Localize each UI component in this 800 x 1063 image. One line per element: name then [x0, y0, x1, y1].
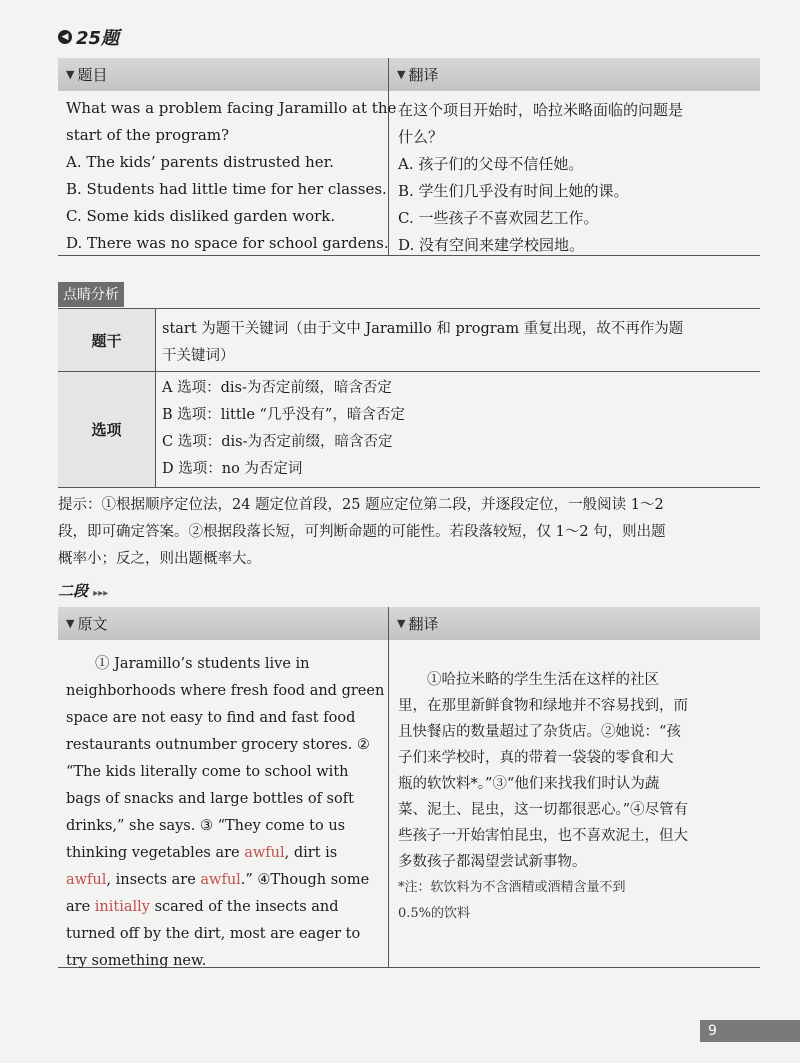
original-text — [66, 651, 385, 975]
original-line-text: .” ④Though some — [240, 872, 370, 888]
tip-line: 概率小；反之，则出题概率大。 — [58, 551, 261, 567]
passage-translation — [398, 667, 753, 927]
highlight-word: awful — [244, 845, 285, 861]
original-line — [66, 948, 378, 975]
stem-note-line: start 为题干关键词（由于文中 Jaramillo 和 program 重复出现，故不再作为题 — [162, 321, 684, 337]
highlight-word: awful — [200, 872, 241, 888]
option-b: B. Students had little time for her classes. — [66, 180, 387, 198]
original-line — [66, 732, 378, 759]
page-number: 9 — [700, 1020, 800, 1042]
original-line-text: drinks,” she says. ③ “They come to us — [66, 818, 346, 834]
translation-line: 里，在那里新鲜食物和绿地并不容易找到，而 — [398, 698, 688, 714]
stem-label: 题干 — [58, 309, 155, 371]
row-divider — [58, 371, 760, 372]
original-line-text: “The kids literally come to school with — [66, 764, 349, 780]
original-line — [66, 651, 378, 678]
option-note-c: C 选项：dis-为否定前缀，暗含否定 — [162, 434, 393, 450]
original-line — [66, 867, 378, 894]
original-line-text: are — [66, 899, 95, 915]
tip-line: 段，即可确定答案。②根据段落长短，可判断命题的可能性。若段落较短，仅 1～2 句，则出题 — [58, 524, 666, 540]
question-line: start of the program? — [66, 126, 230, 144]
footnote-line: *注：软饮料为不含酒精或酒精含量不到 — [398, 880, 626, 895]
translation-option-b: B. 学生们几乎没有时间上她的课。 — [398, 182, 629, 200]
translation-line: 且快餐店的数量超过了杂货店。②她说：“孩 — [398, 724, 681, 740]
column-divider — [155, 309, 156, 487]
tip-paragraph — [58, 492, 760, 573]
highlight-word: awful — [66, 872, 107, 888]
tip-line: 提示：①根据顺序定位法，24 题定位首段，25 题应定位第二段，并逐段定位，一般阅读 1～2 — [58, 497, 664, 513]
translation-line: 些孩子一开始害怕昆虫，也不喜欢泥土，但大 — [398, 828, 688, 844]
section-title — [58, 580, 108, 601]
translation-line: 瓶的软饮料*。”③“他们来找我们时认为蔬 — [398, 776, 660, 792]
original-line — [66, 678, 385, 705]
translation-line: ①哈拉米略的学生生活在这样的社区 — [398, 672, 659, 688]
option-d: D. There was no space for school gardens. — [66, 234, 389, 252]
translation-option-d: D. 没有空间来建学校园地。 — [398, 236, 585, 254]
option-note-b: B 选项：little “几乎没有”，暗含否定 — [162, 407, 405, 423]
play-icon: ◀ — [58, 30, 72, 44]
footnote-line: 0.5%的饮料 — [398, 906, 471, 921]
question-table — [58, 58, 760, 256]
original-line — [66, 840, 378, 867]
column-divider — [388, 607, 389, 967]
question-header-label: 题目 — [77, 66, 108, 84]
option-c: C. Some kids disliked garden work. — [66, 207, 336, 225]
original-header — [58, 607, 388, 640]
original-line — [66, 705, 378, 732]
section-label: 二段 — [58, 582, 89, 600]
question-header — [58, 58, 388, 91]
option-a: A. The kids’ parents distrusted her. — [66, 153, 334, 171]
translation-line: 菜、泥土、昆虫，这一切都很恶心。”④尽管有 — [398, 802, 689, 818]
triangle-down-icon: ▼ — [397, 617, 406, 630]
original-line — [66, 894, 378, 921]
question-line: What was a problem facing Jaramillo at the — [66, 99, 397, 117]
highlight-word: initially — [94, 899, 150, 915]
option-note-d: D 选项：no 为否定词 — [162, 461, 303, 477]
column-divider — [388, 58, 389, 255]
passage-translation-header-label: 翻译 — [408, 615, 439, 633]
original-line — [66, 921, 378, 948]
original-line-text: restaurants outnumber grocery stores. ② — [66, 737, 370, 753]
original-line-text: neighborhoods where fresh food and green — [66, 683, 385, 699]
translation-header-label: 翻译 — [408, 66, 439, 84]
translation-line: 多数孩子都渴望尝试新事物。 — [398, 854, 587, 870]
original-line-text: turned off by the dirt, most are eager to — [66, 926, 361, 942]
translation-line: 子们来学校时，真的带着一袋袋的零食和大 — [398, 750, 674, 766]
original-line — [66, 813, 378, 840]
original-line — [66, 759, 378, 786]
original-line-text: space are not easy to find and fast food — [66, 710, 356, 726]
original-line-text: ① Jaramillo’s students live in — [66, 656, 310, 672]
original-line-text: bags of snacks and large bottles of soft — [66, 791, 354, 807]
translation-option-c: C. 一些孩子不喜欢园艺工作。 — [398, 209, 599, 227]
analysis-table — [58, 308, 760, 488]
translation-option-a: A. 孩子们的父母不信任她。 — [398, 155, 584, 173]
original-line-text: , dirt is — [284, 845, 338, 861]
translation-line: 什么？ — [398, 128, 444, 146]
translation-header — [389, 58, 760, 91]
option-note-a: A 选项：dis-为否定前缀，暗含否定 — [162, 380, 392, 396]
original-line-text: try something new. — [66, 953, 207, 969]
triangle-down-icon: ▼ — [66, 68, 75, 81]
options-label: 选项 — [58, 372, 155, 487]
original-line-text: , insects are — [106, 872, 201, 888]
analysis-tag: 点睛分析 — [58, 282, 124, 307]
original-line-text: thinking vegetables are — [66, 845, 245, 861]
question-number: 25题 — [76, 28, 120, 49]
stem-note-line: 干关键词） — [162, 348, 235, 364]
question-badge — [58, 24, 119, 50]
triangle-down-icon: ▼ — [66, 617, 75, 630]
translation-line: 在这个项目开始时，哈拉米略面临的问题是 — [398, 101, 684, 119]
passage-translation-header — [389, 607, 760, 640]
original-line-text: scared of the insects and — [149, 899, 339, 915]
original-line — [66, 786, 378, 813]
arrows-icon: ▸▸▸ — [93, 588, 109, 599]
triangle-down-icon: ▼ — [397, 68, 406, 81]
passage-table — [58, 607, 760, 968]
original-header-label: 原文 — [77, 615, 108, 633]
